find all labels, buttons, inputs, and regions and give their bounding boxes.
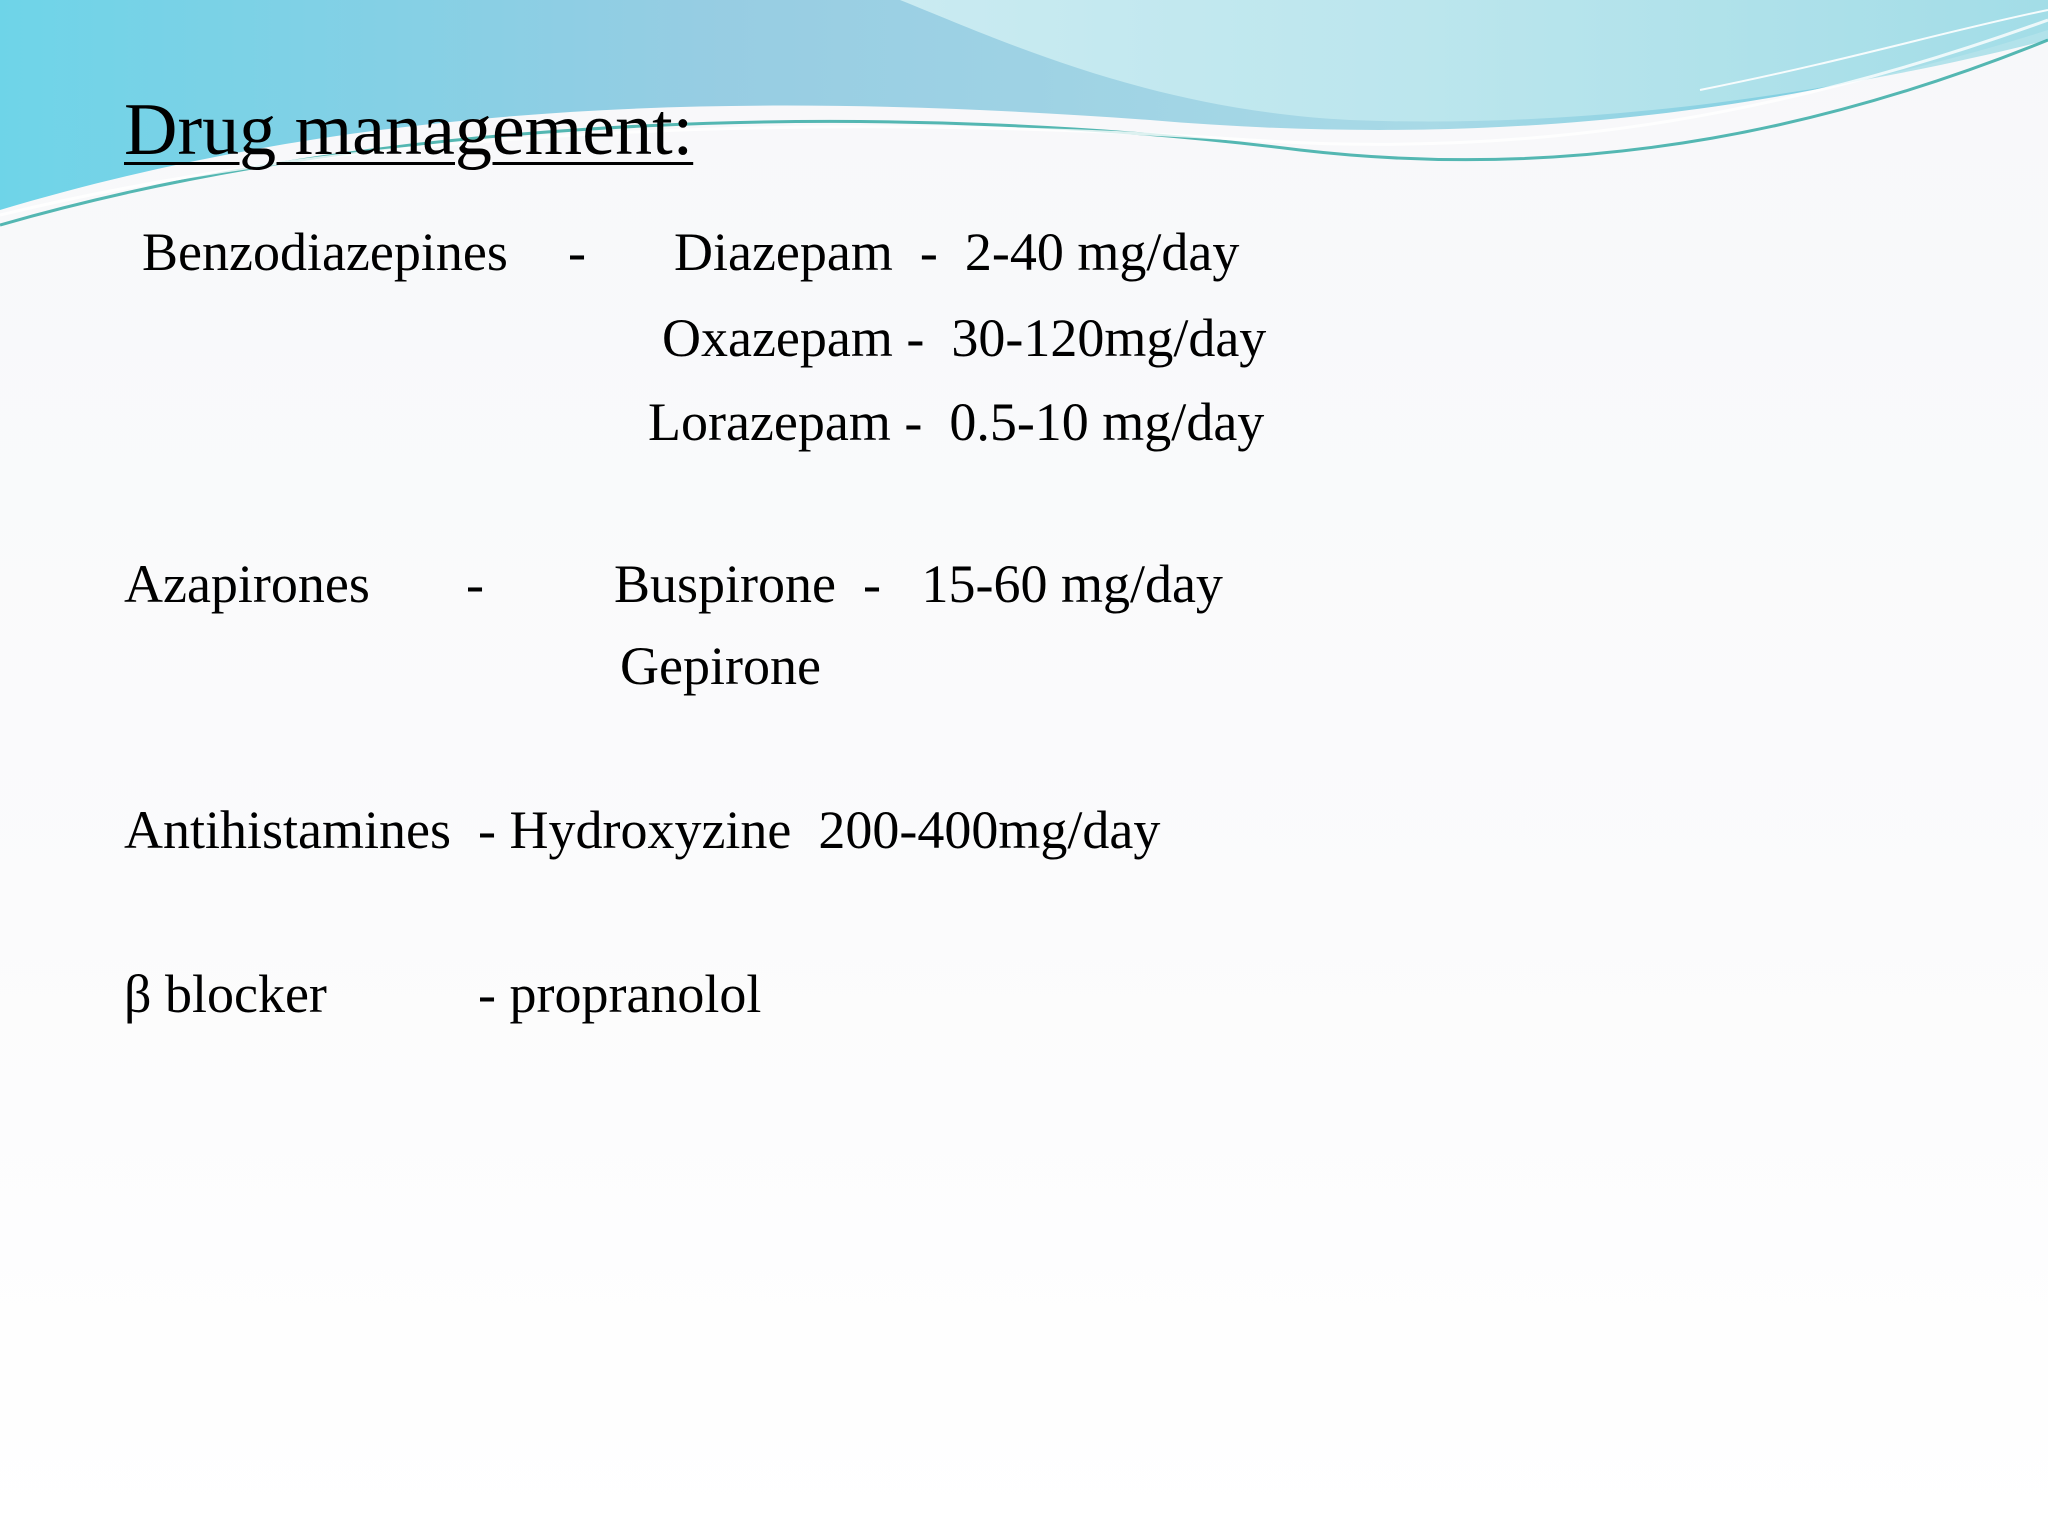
slide-title: Drug management: xyxy=(124,89,694,171)
lorazepam-entry: Lorazepam - 0.5-10 mg/day xyxy=(648,392,1265,452)
diazepam-entry: Diazepam - 2-40 mg/day xyxy=(674,222,1240,282)
propranolol-entry: - propranolol xyxy=(478,964,762,1024)
azapirones-class-label: Azapirones xyxy=(124,554,370,614)
oxazepam-entry: Oxazepam - 30-120mg/day xyxy=(662,308,1267,368)
buspirone-entry: Buspirone - 15-60 mg/day xyxy=(614,554,1223,614)
azapirones-separator: - xyxy=(466,554,484,614)
benzodiazepines-separator: - xyxy=(568,222,586,282)
gepirone-entry: Gepirone xyxy=(620,636,821,696)
beta-blocker-class-label: β blocker xyxy=(124,964,327,1024)
benzodiazepines-class-label: Benzodiazepines xyxy=(142,222,508,282)
antihistamines-line: Antihistamines - Hydroxyzine 200-400mg/day xyxy=(124,800,1161,860)
